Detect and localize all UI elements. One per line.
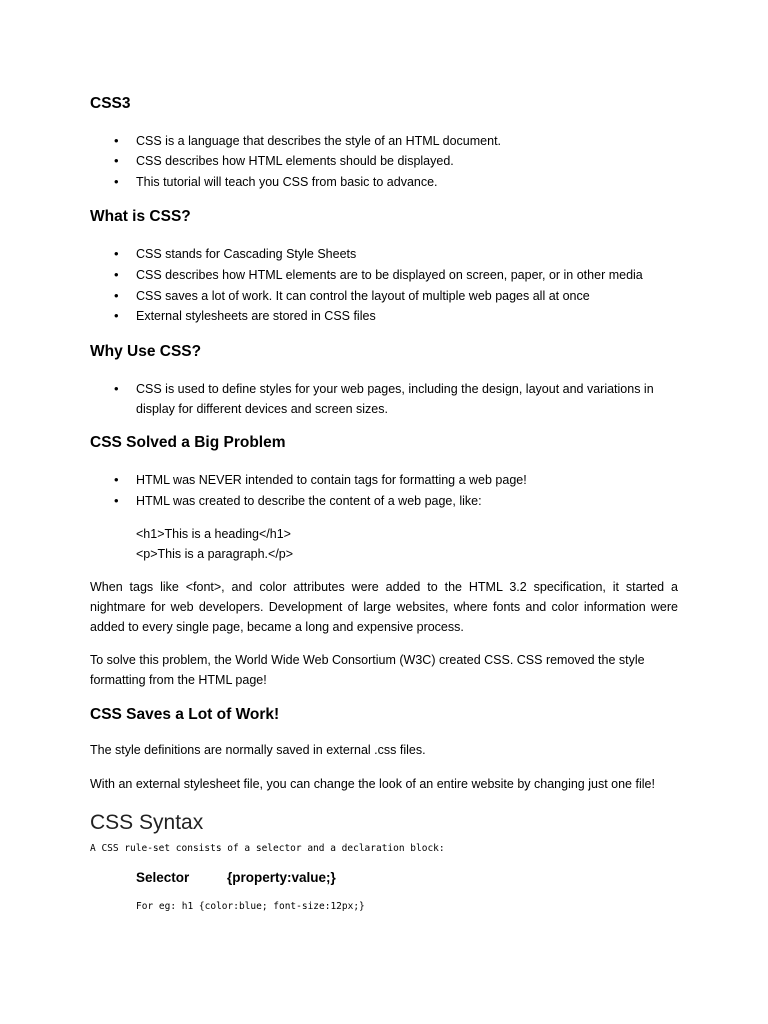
bullet-item: • CSS saves a lot of work. It can control the layout of multiple web pages all at once	[136, 287, 590, 305]
heading-what-is-css: What is CSS?	[90, 208, 191, 225]
syntax-declaration-label: {property:value;}	[227, 870, 336, 885]
bullet-item: • CSS is a language that describes the style of an HTML document.	[136, 132, 501, 150]
bullet-item: • CSS stands for Cascading Style Sheets	[136, 245, 356, 263]
bullet-item: • CSS describes how HTML elements are to be displayed on screen, paper, or in other media	[136, 266, 643, 284]
syntax-selector-label: Selector	[136, 870, 190, 885]
bullet-item: • This tutorial will teach you CSS from basic to advance.	[136, 173, 438, 191]
code-line: <h1>This is a heading</h1>	[136, 527, 291, 541]
heading-css-syntax: CSS Syntax	[90, 811, 204, 834]
paragraph: When tags like <font>, and color attributes were added to the HTML 3.2 specification, it started a nightmare for web developers. Development of large websites, where fonts and color information were added to every single page, became a long and expensive process.	[90, 580, 678, 634]
paragraph: To solve this problem, the World Wide Web Consortium (W3C) created CSS. CSS removed the style formatting from the HTML page!	[90, 653, 645, 687]
syntax-example: For eg: h1 {color:blue; font-size:12px;}	[136, 901, 365, 912]
bullet-item: • CSS describes how HTML elements should be displayed.	[136, 152, 454, 170]
syntax-intro: A CSS rule-set consists of a selector and a declaration block:	[90, 843, 445, 854]
bullet-item: • External stylesheets are stored in CSS files	[136, 307, 376, 325]
paragraph: With an external stylesheet file, you can change the look of an entire website by changing just one file!	[90, 777, 655, 791]
heading-css3: CSS3	[90, 95, 131, 112]
bullet-item: • CSS is used to define styles for your web pages, including the design, layout and variations in display for different devices and screen sizes.	[136, 379, 666, 419]
code-line: <p>This is a paragraph.</p>	[136, 547, 294, 561]
bullet-item: • HTML was NEVER intended to contain tags for formatting a web page!	[136, 471, 527, 489]
heading-css-saves-work: CSS Saves a Lot of Work!	[90, 706, 280, 723]
heading-css-solved-problem: CSS Solved a Big Problem	[90, 434, 286, 451]
paragraph: The style definitions are normally saved in external .css files.	[90, 743, 426, 757]
bullet-item: • HTML was created to describe the content of a web page, like:	[136, 492, 482, 510]
heading-why-use-css: Why Use CSS?	[90, 343, 202, 360]
